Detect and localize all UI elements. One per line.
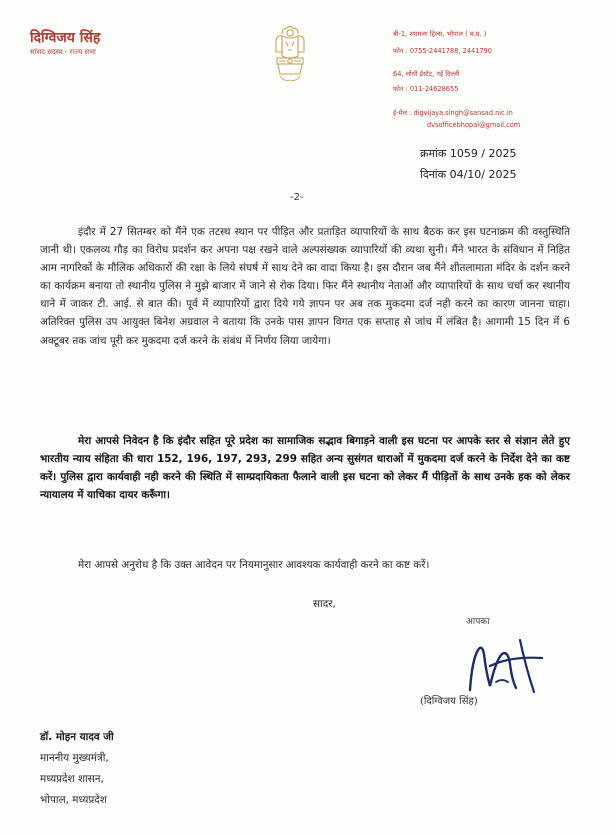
signatory-name: (दिग्विजय सिंह) (420, 696, 478, 707)
body-paragraph-1: इंदौर में 27 सितम्बर को मैंने एक तटस्थ स्थान पर पीड़ित और प्रताड़ित व्यापारियों के साथ बैठक कर इस घटनाक्रम की वस्तुस्थिति जानी थी। एकलव्य गौड़ का विरोध प्रदर्शन कर अपना पक्ष रखने वाले अल्पसंख्यक व्यापारियों की व्यथा सुनी। मैंने भारत के संविधान में निहित आम नागरिकों के मौलिक अधिकारों की रक्षा के लिये संघर्ष में साथ देने का वादा किया है। इस दौरान जब मैंने शीतलामाता मंदिर के दर्शन करने का कार्यक्रम बनाया तो स्थानीय पुलिस ने मुझे बाजार में जाने से रोक दिया। फिर मैंने स्थानीय नेताओं और व्यापारियों के साथ चर्चा कर स्थानीय थाने में जाकर टी. आई. से बात की। पूर्व में व्यापारियों द्वारा दिये गये ज्ञापन पर अब तक मुकदमा दर्ज नही करने का कारण जानना चाहा। अतिरिक्त पुलिस उप आयुक्त बिनेश अग्रवाल ने बताया कि उनके पास ज्ञापन विगत एक सप्ताह से जांच में लंबित है। आगामी 15 दिन में 6 अक्टूबर तक जांच पूरी कर मुकदमा दर्ज करने के संबंध में निर्णय लिया जायेगा। (40, 226, 570, 347)
signature-prefix: आपका (466, 617, 490, 627)
email-line: dvsofficebhopal@gmail.com (427, 121, 521, 129)
page-number: -2- (290, 192, 304, 203)
recipient-title: माननीय मुख्यमंत्री, (40, 752, 109, 764)
body-paragraph-2: मेरा आपसे निवेदन है कि इंदौर सहित पूरे प्रदेश का सामाजिक सद्भाव बिगाड़ने वाली इस घटना पर आपके स्तर से संज्ञान लेते हुए भारतीय न्याय संहिता की धारा 152, 196, 197, 293, 299 सहित अन्य सुसंगत धाराओं में मुकदमा दर्ज करने के निर्देश देने का कष्ट करें। पुलिस द्वारा कार्यवाही नही करने की स्थिति में साम्प्रदायिकता फैलाने वाली इस घटना को लेकर मैं पीड़ितों के साथ उनके हक को लेकर न्यायालय में याचिका दायर करूँगा। (40, 435, 570, 502)
address-line: फोन : 011-24628655 (393, 85, 459, 93)
closing-salutation: सादर, (313, 598, 336, 610)
letter-date: दिनांक 04/10/ 2025 (420, 168, 517, 181)
recipient-name: डॉ. मोहन यादव जी (40, 731, 114, 743)
email-line: ई-मेल : digvijaya.singh@sansad.nic.in (393, 109, 513, 117)
body-paragraph-3: मेरा आपसे अनुरोध है कि उक्त आवेदन पर नियमानुसार आवश्यक कार्यवाही करने का कष्ट करें। (78, 559, 430, 571)
address-line: फोन : 0755-2441788, 2441790 (393, 47, 492, 55)
national-emblem-icon (268, 24, 312, 92)
recipient-department: मध्यप्रदेश शासन, (40, 773, 104, 785)
address-line: बी-1, श्यामला हिल्स, भोपाल ( म.प्र. ) (393, 30, 487, 38)
address-line: 64, लोधी ईस्टेट, नई दिल्ली (393, 70, 460, 78)
reference-number: क्रमांक 1059 / 2025 (420, 147, 517, 160)
sender-name: दिग्विजय सिंह (30, 30, 101, 46)
sender-designation: सांसद सदस्य - राज्य सभा (30, 48, 96, 56)
recipient-address: भोपाल, मध्यप्रदेश (40, 794, 107, 806)
